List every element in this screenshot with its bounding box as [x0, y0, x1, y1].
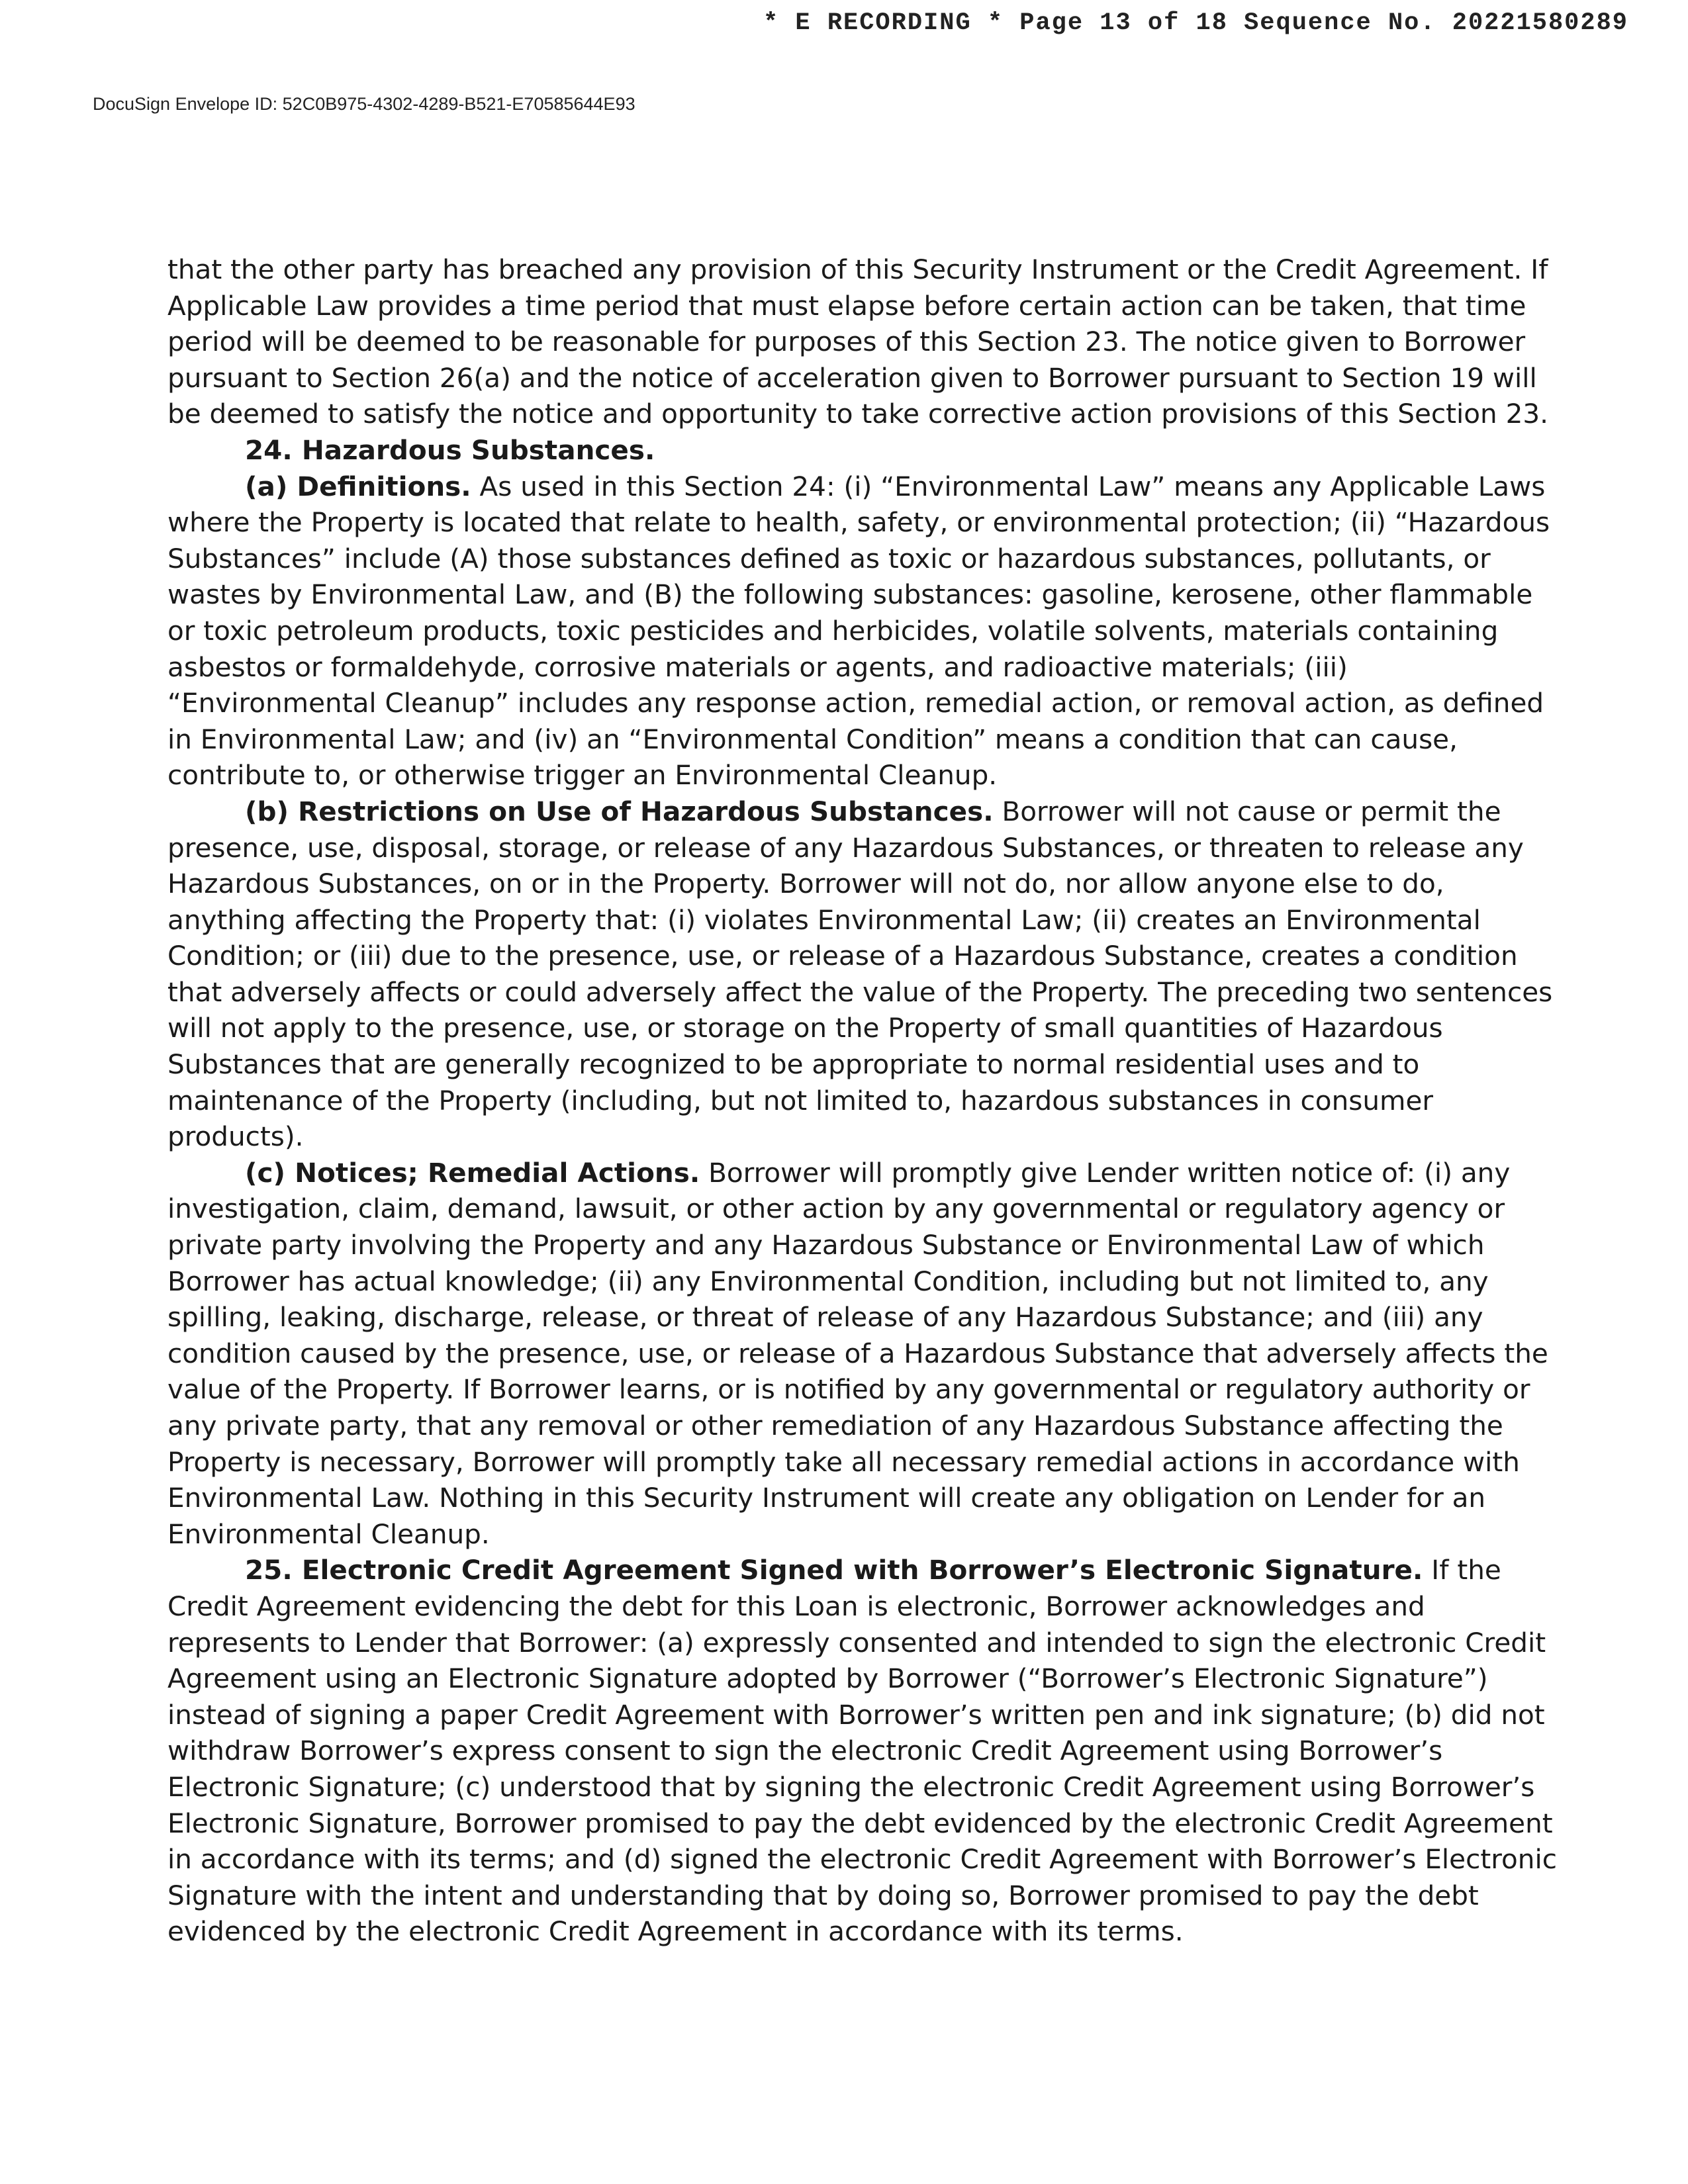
docusign-envelope-id: DocuSign Envelope ID: 52C0B975-4302-4289-B521-E70585644E93: [93, 94, 635, 114]
section-25-title: 25. Electronic Credit Agreement Signed with Borrower’s Electronic Signature.: [245, 1554, 1423, 1586]
section-23-continuation: that the other party has breached any provision of this Security Instrument or the Credit Agreement. If Applicable Law provides a time period that must elapse before certain action can be taken, that time period will be deemed to be reasonable for purposes of this Section 23. The notice given to Borrower pursuant to Section 26(a) and the notice of acceleration given to Borrower pursuant to Section 19 will be deemed to satisfy the notice and opportunity to take corrective action provisions of this Section 23.: [167, 253, 1548, 430]
section-25-text: If the Credit Agreement evidencing the debt for this Loan is electronic, Borrower acknowledges and represents to Lender that Borrower: (a) expressly consented and intended to sign the electronic Credit Agreement using an Electronic Signature adopted by Borrower (“Borrower’s Electronic Signature”) instead of signing a paper Credit Agreement with Borrower’s written pen and ink signature; (b) did not withdraw Borrower’s express consent to sign the electronic Credit Agreement using Borrower’s Electronic Signature; (c) understood that by signing the electronic Credit Agreement using Borrower’s Electronic Signature, Borrower promised to pay the debt evidenced by the electronic Credit Agreement in accordance with its terms; and (d) signed the electronic Credit Agreement with Borrower’s Electronic Signature with the intent and understanding that by doing so, Borrower promised to pay the debt evidenced by the electronic Credit Agreement in accordance with its terms.: [167, 1554, 1557, 1948]
section-24a-paragraph: [167, 469, 1564, 794]
document-body: [167, 251, 1564, 1950]
recording-stamp: * E RECORDING * Page 13 of 18 Sequence No. 20221580289: [763, 9, 1628, 37]
section-24b-paragraph: [167, 794, 1564, 1155]
section-24-title: 24. Hazardous Substances.: [245, 433, 655, 466]
section-24c-text: Borrower will promptly give Lender written notice of: (i) any investigation, claim, demand, lawsuit, or other action by any governmental or regulatory agency or private party involving the Property and any Hazardous Substance or Environmental Law of which Borrower has actual knowledge; (ii) any Environmental Condition, including but not limited to, any spilling, leaking, discharge, release, or threat of release of any Hazardous Substance; and (iii) any condition caused by the presence, use, or release of a Hazardous Substance that adversely affects the value of the Property. If Borrower learns, or is notified by any governmental or regulatory authority or any private party, that any removal or other remediation of any Hazardous Substance affecting the Property is necessary, Borrower will promptly take all necessary remedial actions in accordance with Environmental Law. Nothing in this Security Instrument will create any obligation on Lender for an Environmental Cleanup.: [167, 1156, 1548, 1550]
section-25-paragraph: [167, 1552, 1564, 1950]
section-24c-paragraph: [167, 1155, 1564, 1553]
section-24c-title: (c) Notices; Remedial Actions.: [245, 1156, 700, 1189]
section-24b-text: Borrower will not cause or permit the presence, use, disposal, storage, or release of any Hazardous Substances, or threaten to release any Hazardous Substances, on or in the Property. Borrower will not do, nor allow anyone else to do, anything affecting the Property that: (i) violates Environmental Law; (ii) creates an Environmental Condition; or (iii) due to the presence, use, or release of a Hazardous Substance, creates a condition that adversely affects or could adversely affect the value of the Property. The preceding two sentences will not apply to the presence, use, or storage on the Property of small quantities of Hazardous Substances that are generally recognized to be appropriate to normal residential uses and to maintenance of the Property (including, but not limited to, hazardous substances in consumer products).: [167, 795, 1553, 1153]
section-24-heading: [167, 432, 1564, 469]
section-24b-title: (b) Restrictions on Use of Hazardous Substances.: [245, 795, 994, 827]
section-24a-title: (a) Definitions.: [245, 470, 471, 502]
section-24a-text: As used in this Section 24: (i) “Environmental Law” means any Applicable Laws where the Property is located that relate to health, safety, or environmental protection; (ii) “Hazardous Substances” include (A) those substances defined as toxic or hazardous substances, pollutants, or wastes by Environmental Law, and (B) the following substances: gasoline, kerosene, other flammable or toxic petroleum products, toxic pesticides and herbicides, volatile solvents, materials containing asbestos or formaldehyde, corrosive materials or agents, and radioactive materials; (iii) “Environmental Cleanup” includes any response action, remedial action, or removal action, as defined in Environmental Law; and (iv) an “Environmental Condition” means a condition that can cause, contribute to, or otherwise trigger an Environmental Cleanup.: [167, 470, 1550, 792]
